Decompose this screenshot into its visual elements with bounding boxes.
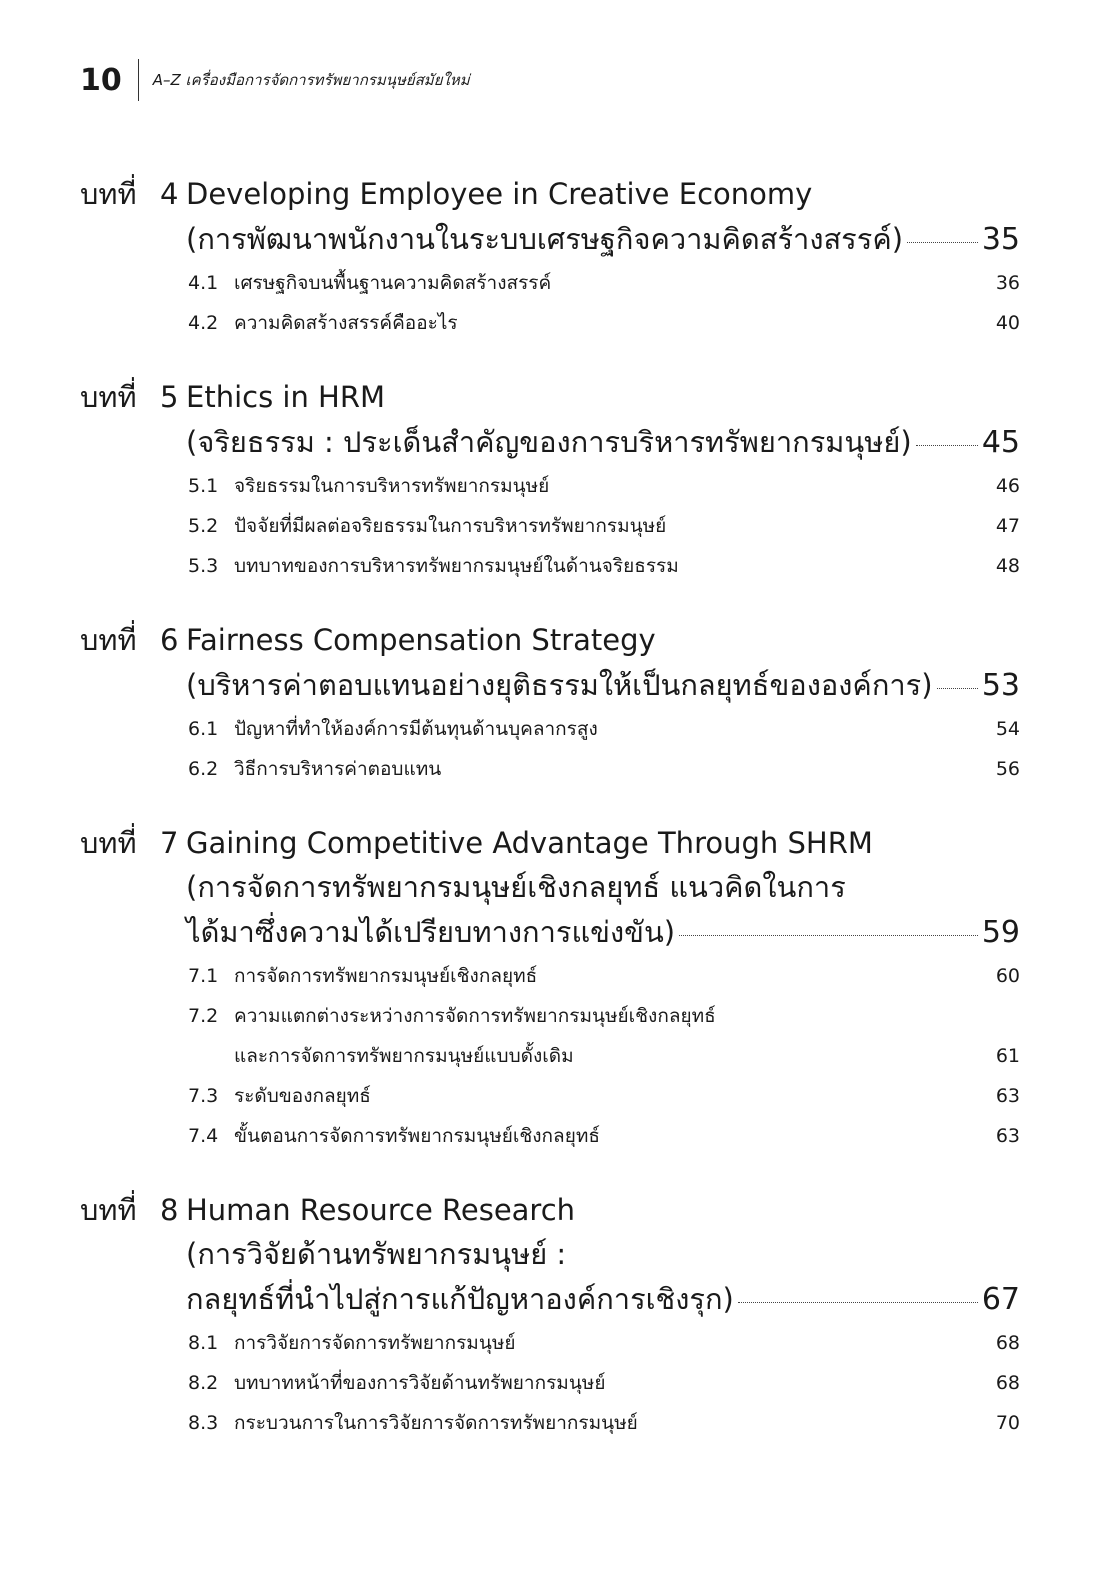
toc-section-entry[interactable] — [188, 1363, 1020, 1403]
chapter-label: บทที่ — [80, 1193, 137, 1227]
section-number: 4.2 — [188, 312, 219, 334]
toc-section-entry[interactable] — [188, 996, 1020, 1036]
section-number: 8.2 — [188, 1372, 219, 1394]
section-page: 63 — [995, 1125, 1020, 1147]
chapter-title-en[interactable]: Ethics in HRM — [186, 380, 386, 414]
chapter-heading — [80, 375, 1020, 419]
section-title: ความคิดสร้างสรรค์คืออะไร — [234, 312, 458, 334]
section-title: ระดับของกลยุทธ์ — [234, 1085, 371, 1107]
dot-leader — [907, 242, 978, 243]
section-title: การจัดการทรัพยากรมนุษย์เชิงกลยุทธ์ — [234, 965, 538, 987]
section-title: เศรษฐกิจบนพื้นฐานความคิดสร้างสรรค์ — [234, 272, 552, 294]
toc-section-entry[interactable] — [188, 263, 1020, 303]
section-page: 68 — [995, 1332, 1020, 1354]
section-page: 60 — [995, 965, 1020, 987]
chapter-title-th[interactable]: (บริหารค่าตอบแทนอย่างยุติธรรมให้เป็นกลยุทธ์ขององค์การ) — [186, 668, 933, 702]
chapter-7 — [80, 821, 1020, 1156]
section-title: การวิจัยการจัดการทรัพยากรมนุษย์ — [234, 1332, 516, 1354]
chapter-title-th[interactable]: (จริยธรรม : ประเด็นสำคัญของการบริหารทรัพยากรมนุษย์) — [186, 425, 912, 459]
chapter-label: บทที่ — [80, 826, 137, 860]
chapter-title-th-line — [186, 662, 1020, 709]
toc-section-entry[interactable] — [188, 956, 1020, 996]
section-title: จริยธรรมในการบริหารทรัพยากรมนุษย์ — [234, 475, 550, 497]
chapter-title-th-line — [186, 419, 1020, 466]
section-number: 5.3 — [188, 555, 219, 577]
chapter-heading — [80, 172, 1020, 216]
toc-section-entry[interactable] — [188, 1116, 1020, 1156]
chapter-title-th-line — [186, 216, 1020, 263]
section-title-continued: และการจัดการทรัพยากรมนุษย์แบบดั้งเดิม — [234, 1045, 574, 1067]
chapter-heading — [80, 821, 1020, 865]
section-title: กระบวนการในการวิจัยการจัดการทรัพยากรมนุษย์ — [234, 1412, 638, 1434]
chapter-title-en[interactable]: Human Resource Research — [186, 1193, 576, 1227]
section-page: 56 — [995, 758, 1020, 780]
section-number: 7.2 — [188, 1005, 219, 1027]
toc-section-entry[interactable] — [188, 546, 1020, 586]
chapter-page: 67 — [981, 1282, 1020, 1317]
chapter-title-en[interactable]: Gaining Competitive Advantage Through SHRM — [186, 826, 873, 860]
section-title: ความแตกต่างระหว่างการจัดการทรัพยากรมนุษย์เชิงกลยุทธ์ — [234, 1005, 716, 1027]
chapter-number: 7 — [160, 826, 179, 860]
chapter-4 — [80, 172, 1020, 343]
toc-section-entry[interactable] — [188, 303, 1020, 343]
chapter-title-th[interactable]: กลยุทธ์ที่นำไปสู่การแก้ปัญหาองค์การเชิงรุก) — [186, 1282, 734, 1316]
toc-section-entry[interactable] — [188, 1323, 1020, 1363]
toc-section-entry[interactable] — [188, 1076, 1020, 1116]
section-number: 6.1 — [188, 718, 219, 740]
chapter-heading — [80, 1188, 1020, 1232]
dot-leader — [916, 445, 978, 446]
chapter-title-en[interactable]: Fairness Compensation Strategy — [186, 623, 656, 657]
chapter-6 — [80, 618, 1020, 789]
chapter-number: 4 — [160, 177, 179, 211]
section-title: ปัญหาที่ทำให้องค์การมีต้นทุนด้านบุคลากรสูง — [234, 718, 598, 740]
toc-section-entry[interactable] — [188, 749, 1020, 789]
chapter-number: 8 — [160, 1193, 179, 1227]
section-page: 63 — [995, 1085, 1020, 1107]
dot-leader — [679, 935, 978, 936]
toc-section-entry[interactable] — [188, 466, 1020, 506]
chapter-label: บทที่ — [80, 380, 137, 414]
section-title: ขั้นตอนการจัดการทรัพยากรมนุษย์เชิงกลยุทธ์ — [234, 1125, 600, 1147]
page-number: 10 — [80, 62, 122, 98]
section-number: 7.1 — [188, 965, 219, 987]
section-page: 68 — [995, 1372, 1020, 1394]
section-page: 47 — [995, 515, 1020, 537]
section-title: บทบาทหน้าที่ของการวิจัยด้านทรัพยากรมนุษย์ — [234, 1372, 606, 1394]
chapter-number: 6 — [160, 623, 179, 657]
header-divider — [138, 59, 139, 101]
chapter-title-th[interactable]: (การจัดการทรัพยากรมนุษย์เชิงกลยุทธ์ แนวคิดในการ — [186, 870, 846, 904]
chapter-label: บทที่ — [80, 177, 137, 211]
section-number: 8.3 — [188, 1412, 219, 1434]
section-page: 48 — [995, 555, 1020, 577]
section-page: 54 — [995, 718, 1020, 740]
section-number: 7.3 — [188, 1085, 219, 1107]
section-number: 4.1 — [188, 272, 219, 294]
chapter-title-th[interactable]: ได้มาซึ่งความได้เปรียบทางการแข่งขัน) — [186, 915, 676, 949]
page-header — [80, 56, 470, 104]
chapter-page: 53 — [981, 668, 1020, 703]
chapter-title-th-line — [186, 1276, 1020, 1323]
section-page: 70 — [995, 1412, 1020, 1434]
chapter-heading — [80, 618, 1020, 662]
chapter-title-th[interactable]: (การพัฒนาพนักงานในระบบเศรษฐกิจความคิดสร้างสรรค์) — [186, 222, 904, 256]
section-page: 46 — [995, 475, 1020, 497]
dot-leader — [937, 688, 978, 689]
chapter-page: 35 — [981, 222, 1020, 257]
toc-section-entry-continued[interactable] — [234, 1036, 1020, 1076]
chapter-5 — [80, 375, 1020, 586]
section-number: 8.1 — [188, 1332, 219, 1354]
section-page: 40 — [995, 312, 1020, 334]
section-title: บทบาทของการบริหารทรัพยากรมนุษย์ในด้านจริยธรรม — [234, 555, 679, 577]
section-number: 6.2 — [188, 758, 219, 780]
toc-section-entry[interactable] — [188, 709, 1020, 749]
table-of-contents — [80, 172, 1020, 1475]
section-title: ปัจจัยที่มีผลต่อจริยธรรมในการบริหารทรัพยากรมนุษย์ — [234, 515, 667, 537]
chapter-title-en[interactable]: Developing Employee in Creative Economy — [186, 177, 813, 211]
section-page: 61 — [995, 1045, 1020, 1067]
section-number: 5.2 — [188, 515, 219, 537]
section-page: 36 — [995, 272, 1020, 294]
toc-section-entry[interactable] — [188, 1403, 1020, 1443]
book-title: A–Z เครื่องมือการจัดการทรัพยากรมนุษย์สมัยใหม่ — [152, 71, 470, 89]
chapter-title-th[interactable]: (การวิจัยด้านทรัพยากรมนุษย์ : — [186, 1237, 567, 1271]
chapter-page: 45 — [981, 425, 1020, 460]
section-number: 5.1 — [188, 475, 219, 497]
chapter-8 — [80, 1188, 1020, 1443]
chapter-page: 59 — [981, 915, 1020, 950]
toc-section-entry[interactable] — [188, 506, 1020, 546]
section-title: วิธีการบริหารค่าตอบแทน — [234, 758, 442, 780]
chapter-number: 5 — [160, 380, 179, 414]
chapter-title-th-line — [186, 909, 1020, 956]
chapter-label: บทที่ — [80, 623, 137, 657]
dot-leader — [738, 1302, 978, 1303]
section-number: 7.4 — [188, 1125, 219, 1147]
